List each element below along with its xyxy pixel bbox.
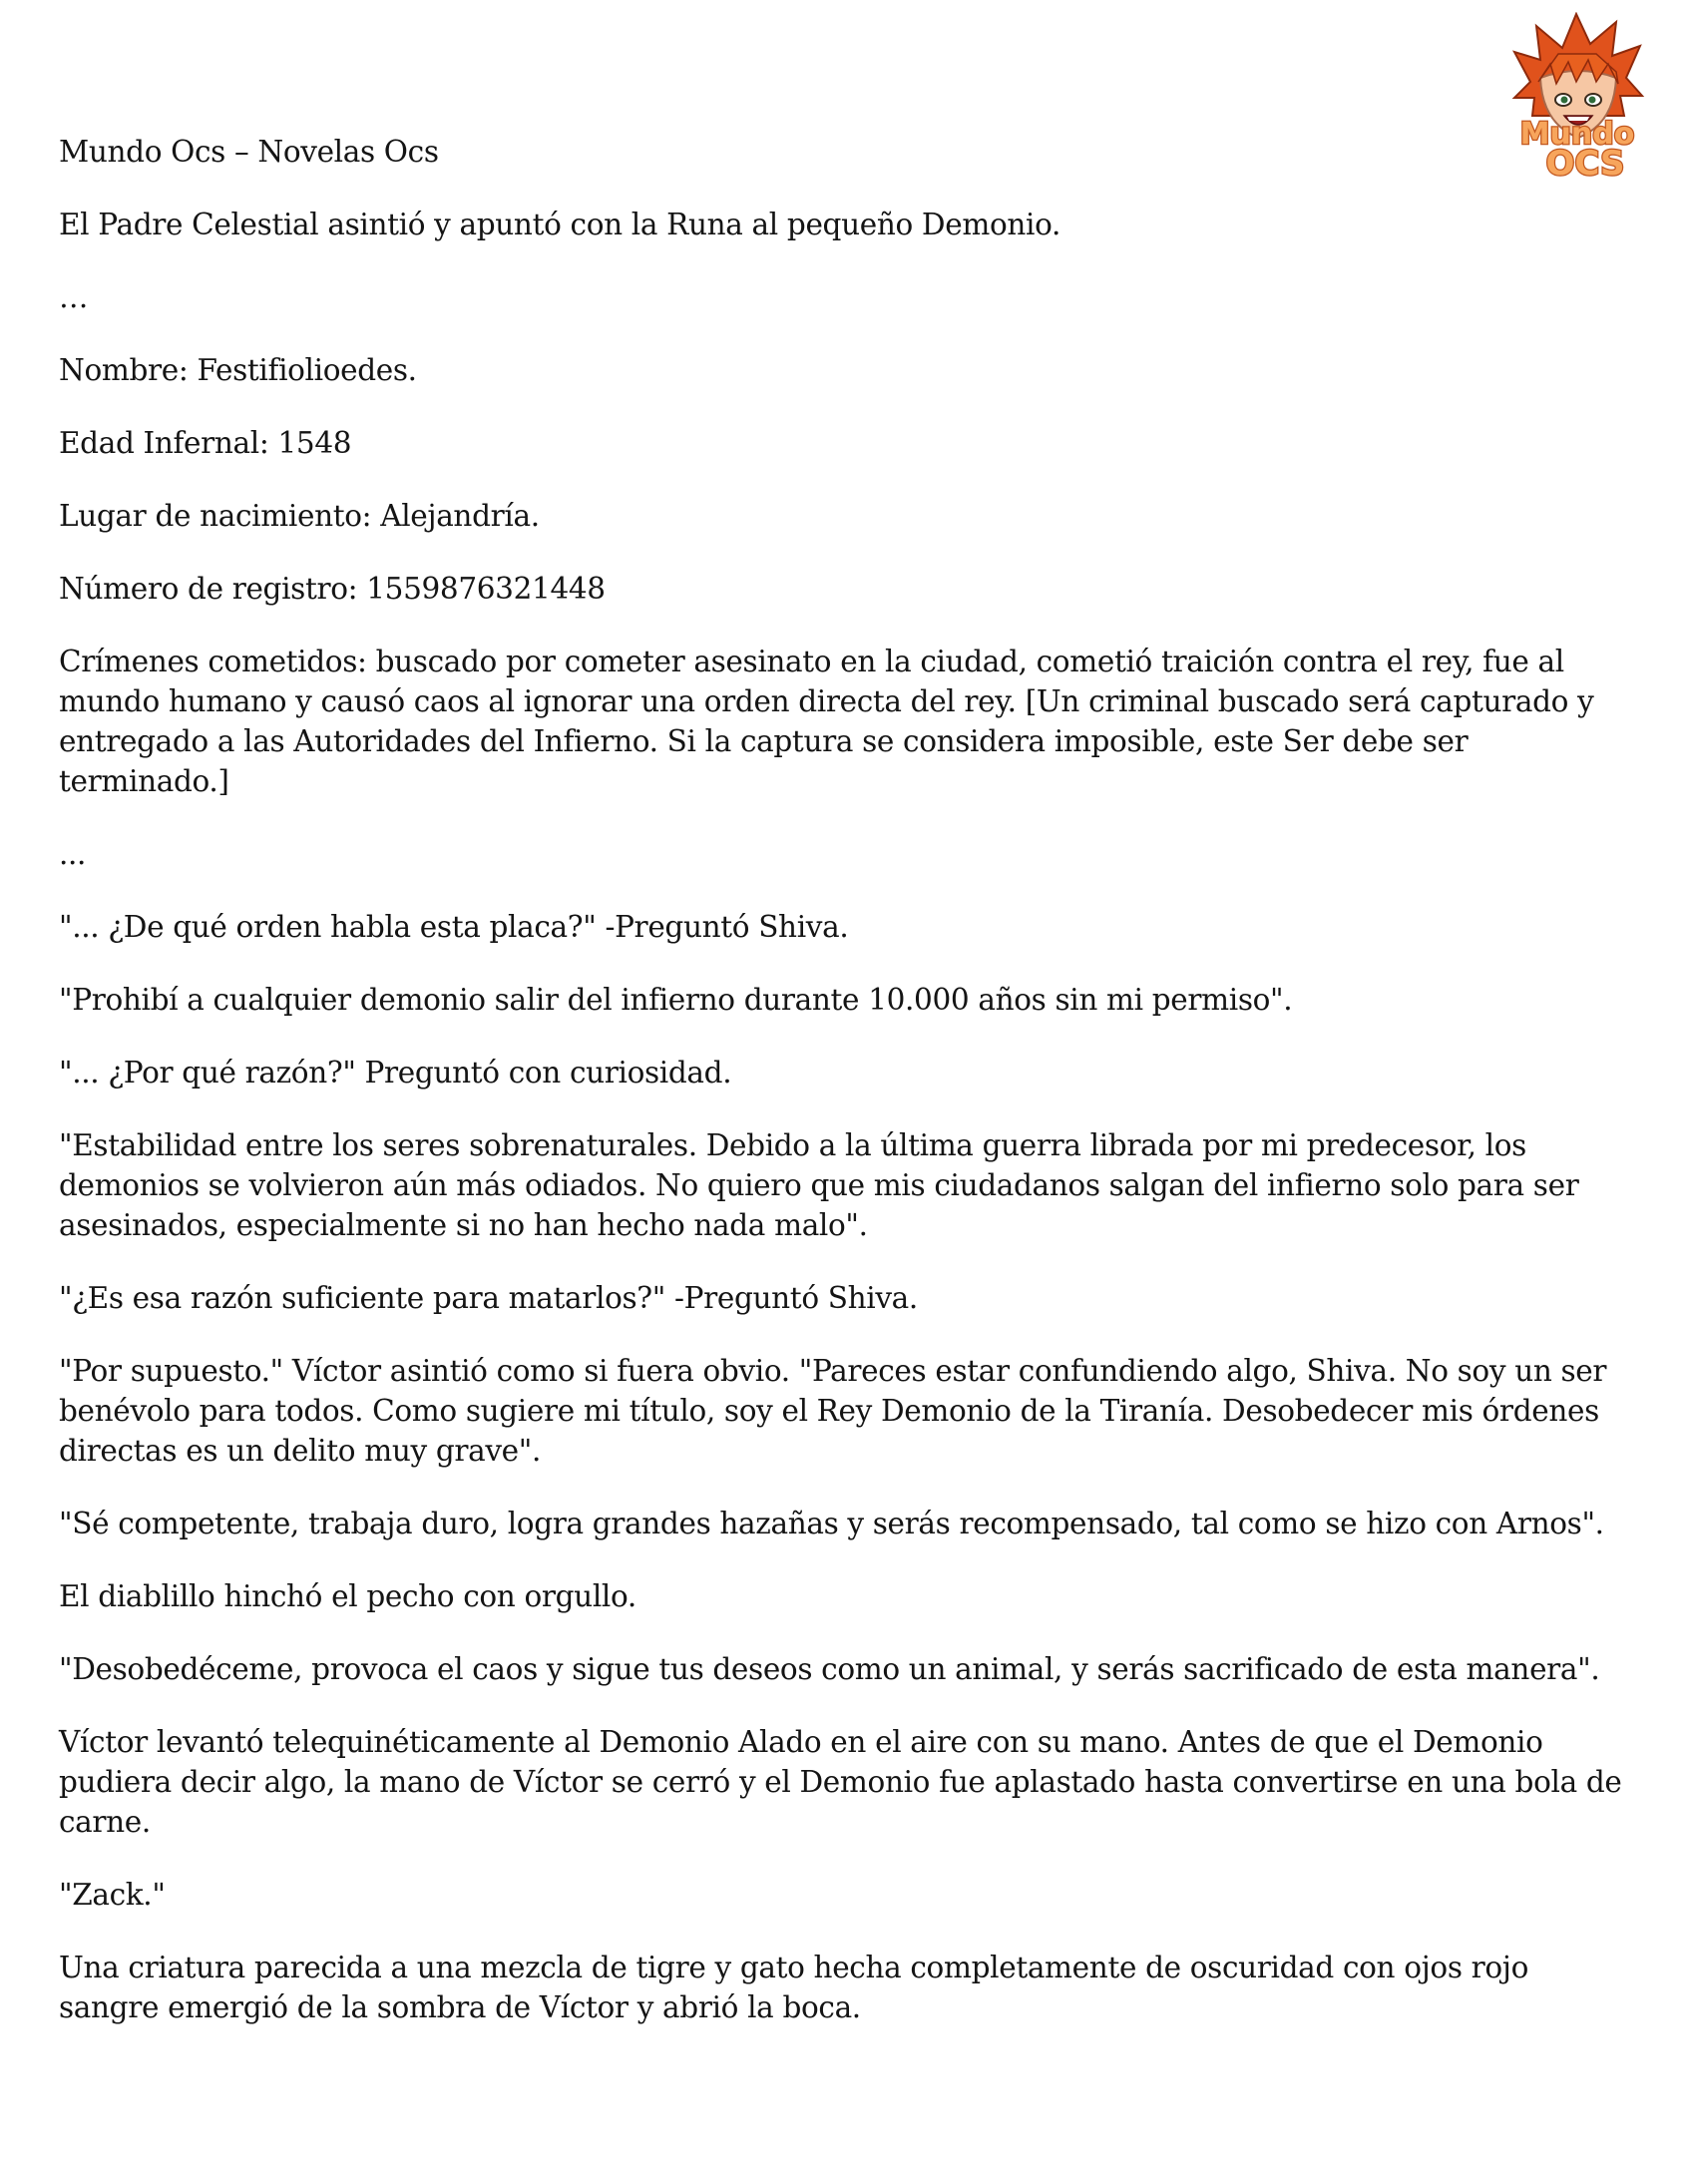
paragraph: Una criatura parecida a una mezcla de tigre y gato hecha completamente de oscuridad con ojos rojo sangre emergió de la sombra de Víctor y abrió la boca. xyxy=(59,1951,1528,2024)
paragraph: ... xyxy=(59,837,87,871)
paragraph: "Estabilidad entre los seres sobrenaturales. Debido a la última guerra librada por mi predecesor, los demonios se volvieron aún más odiados. No quiero que mis ciudadanos salgan del infierno solo para ser asesinados, especialmente si no han hecho nada malo". xyxy=(59,1128,1579,1242)
paragraph: Nombre: Festifiolioedes. xyxy=(59,353,417,387)
paragraph: "Prohibí a cualquier demonio salir del infierno durante 10.000 años sin mi permiso". xyxy=(59,983,1293,1017)
document-header: Mundo Ocs – Novelas Ocs xyxy=(59,135,439,169)
paragraph: El diablillo hinchó el pecho con orgullo. xyxy=(59,1579,636,1613)
paragraph: Lugar de nacimiento: Alejandría. xyxy=(59,499,540,533)
paragraph: Número de registro: 1559876321448 xyxy=(59,572,606,606)
paragraph: "... ¿De qué orden habla esta placa?" -Preguntó Shiva. xyxy=(59,910,849,944)
paragraph: Edad Infernal: 1548 xyxy=(59,426,352,460)
paragraph: Crímenes cometidos: buscado por cometer asesinato en la ciudad, cometió traición contra el rey, fue al mundo humano y causó caos al ignorar una orden directa del rey. [Un criminal buscado será capturado y entregado a las Autoridades del Infierno. Si la captura se considera imposible, este Ser debe ser terminado.] xyxy=(59,645,1594,798)
paragraph: "... ¿Por qué razón?" Preguntó con curiosidad. xyxy=(59,1056,732,1090)
paragraph: "¿Es esa razón suficiente para matarlos?" -Preguntó Shiva. xyxy=(59,1281,918,1315)
paragraph: "Desobedéceme, provoca el caos y sigue tus deseos como un animal, y serás sacrificado de esta manera". xyxy=(59,1652,1600,1686)
paragraph: Víctor levantó telequinéticamente al Demonio Alado en el aire con su mano. Antes de que el Demonio pudiera decir algo, la mano de Víctor se cerró y el Demonio fue aplastado hasta convertirse en una bola de carne. xyxy=(59,1725,1622,1839)
paragraph: El Padre Celestial asintió y apuntó con la Runa al pequeño Demonio. xyxy=(59,208,1061,241)
paragraph: … xyxy=(59,280,89,314)
paragraph: "Sé competente, trabaja duro, logra grandes hazañas y serás recompensado, tal como se hizo con Arnos". xyxy=(59,1507,1604,1540)
paragraph: "Por supuesto." Víctor asintió como si fuera obvio. "Pareces estar confundiendo algo, Shiva. No soy un ser benévolo para todos. Como sugiere mi título, soy el Rey Demonio de la Tiranía. Desobedecer mis órdenes directas es un delito muy grave". xyxy=(59,1354,1607,1468)
logo-text-top: Mundo xyxy=(1519,117,1635,152)
document-body xyxy=(59,132,1637,2060)
logo-text-bottom: OCS xyxy=(1545,144,1625,182)
paragraph: "Zack." xyxy=(59,1878,166,1912)
